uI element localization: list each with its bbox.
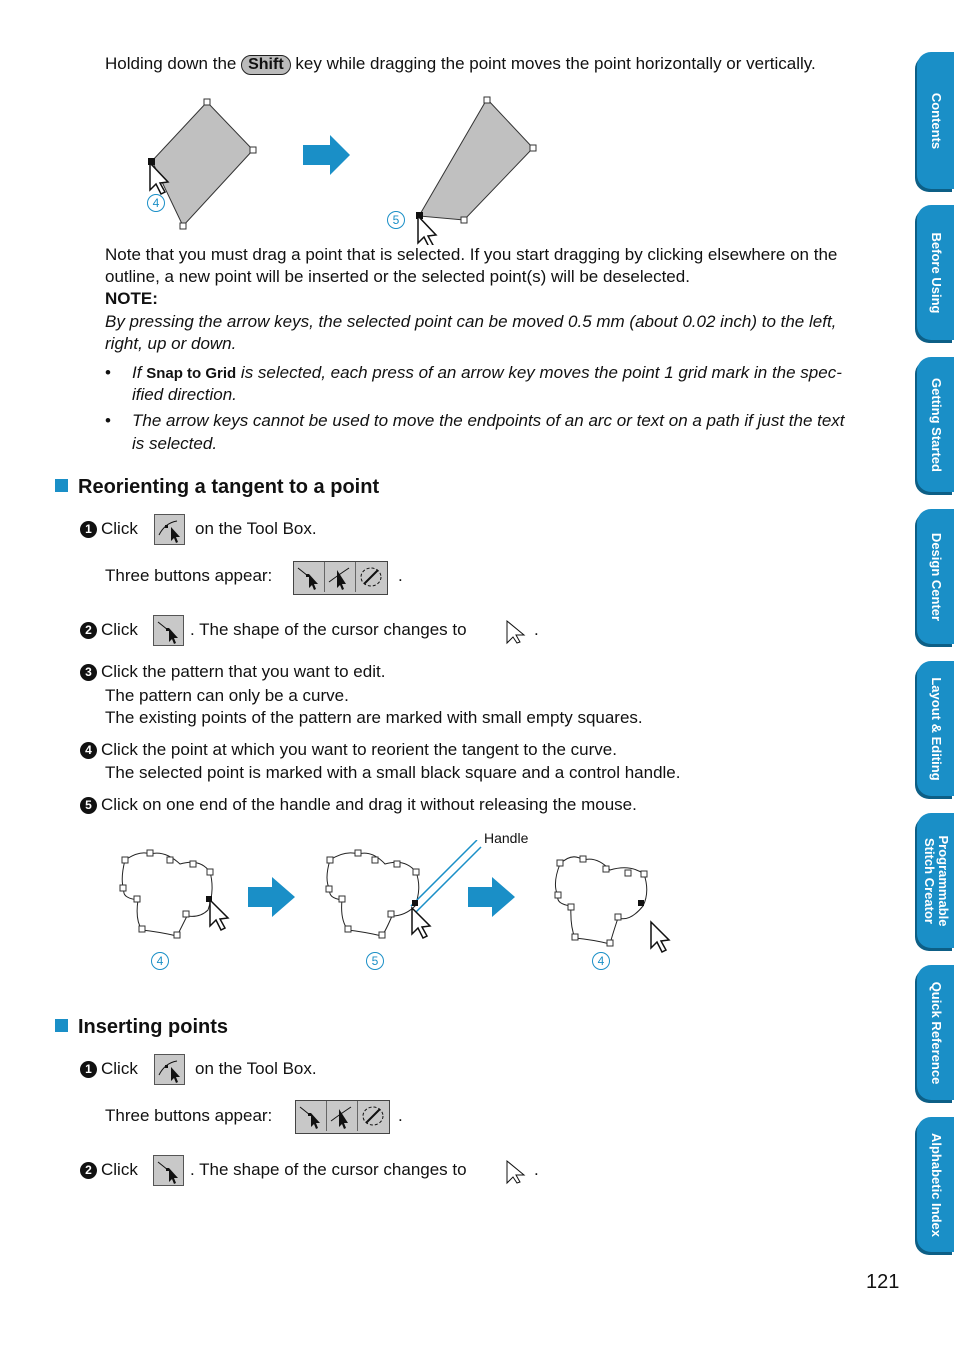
s1-step4-line1 bbox=[80, 739, 617, 761]
delete-point-button-icon[interactable] bbox=[356, 562, 387, 592]
step-text: Click bbox=[101, 620, 138, 639]
cursor-arrow-icon bbox=[418, 216, 436, 245]
cursor-arrow-icon bbox=[651, 922, 669, 952]
section-heading-insert bbox=[55, 1016, 228, 1039]
step-number: 1 bbox=[80, 1061, 97, 1078]
fig2-label-4: 4 bbox=[151, 952, 169, 970]
delete-point-button-icon[interactable] bbox=[358, 1101, 389, 1131]
s1-step2 bbox=[80, 619, 138, 641]
step-number: 4 bbox=[80, 742, 97, 759]
s2-step2 bbox=[80, 1159, 138, 1181]
fig2-label-4b: 4 bbox=[592, 952, 610, 970]
tab-label: Before Using bbox=[928, 232, 944, 313]
fig2-label-5: 5 bbox=[366, 952, 384, 970]
s1-step4-line2: The selected point is marked with a small black square and a control handle. bbox=[105, 763, 681, 782]
s2-three-buttons: Three buttons appear: bbox=[105, 1106, 273, 1125]
note-title: NOTE: bbox=[105, 289, 158, 308]
s2-step1-post: on the Tool Box. bbox=[195, 1059, 317, 1078]
step-number: 3 bbox=[80, 664, 97, 681]
move-point-tool-icon[interactable] bbox=[153, 615, 184, 646]
bullet-1-line1 bbox=[132, 362, 842, 385]
page-number: 121 bbox=[866, 1271, 900, 1293]
step-text: Click bbox=[101, 519, 138, 538]
tab-quick-reference[interactable] bbox=[917, 965, 954, 1100]
insert-point-button-icon[interactable] bbox=[327, 1101, 358, 1131]
three-buttons-group bbox=[295, 1100, 390, 1134]
step-text: Click the point at which you want to reorient the tangent to the curve. bbox=[101, 740, 617, 759]
section-square-icon bbox=[55, 479, 68, 492]
bullet-2-line2: is selected. bbox=[132, 434, 218, 453]
section-title: Reorienting a tangent to a point bbox=[78, 476, 380, 498]
three-buttons-group bbox=[293, 561, 388, 595]
step-text: Click bbox=[101, 1059, 138, 1078]
fig1-label-4: 4 bbox=[147, 194, 165, 212]
handle-label: Handle bbox=[484, 830, 529, 846]
cursor-arrow-icon bbox=[412, 908, 430, 938]
edit-point-tool-icon[interactable] bbox=[154, 1054, 185, 1085]
fig1-label-5: 5 bbox=[387, 211, 405, 229]
move-point-tool-icon[interactable] bbox=[153, 1155, 184, 1186]
period: . bbox=[398, 566, 403, 585]
bullet-1-line2: ified direction. bbox=[132, 385, 237, 404]
tab-before-using[interactable] bbox=[917, 205, 954, 340]
intro-pre: Holding down the bbox=[105, 54, 237, 73]
tab-label: Quick Reference bbox=[928, 981, 944, 1084]
intro-post: key while dragging the point moves the point horizontally or vertically. bbox=[295, 54, 816, 73]
bullet-1-post: is selected, each press of an arrow key moves the point 1 grid mark in the spec- bbox=[240, 363, 842, 382]
s1-step5-line1 bbox=[80, 794, 637, 816]
tab-alphabetic-index[interactable] bbox=[917, 1117, 954, 1252]
arrow-right-icon bbox=[468, 877, 515, 917]
tab-label: Contents bbox=[928, 92, 944, 149]
tab-contents[interactable] bbox=[917, 52, 954, 189]
drag-note-line2: outline, a new point will be inserted or the selected point(s) will be deselected. bbox=[105, 267, 690, 286]
step-number: 2 bbox=[80, 1162, 97, 1179]
figure-drag-point bbox=[140, 95, 560, 245]
move-point-button-icon[interactable] bbox=[294, 562, 325, 592]
s2-step1 bbox=[80, 1058, 138, 1080]
s1-step3-line1 bbox=[80, 661, 385, 683]
tab-label: Getting Started bbox=[928, 377, 944, 472]
cursor-arrow-icon bbox=[505, 619, 527, 645]
tab-label: Programmable Stitch Creator bbox=[921, 834, 951, 927]
step-number: 2 bbox=[80, 622, 97, 639]
cursor-arrow-icon bbox=[505, 1159, 527, 1185]
period: . bbox=[398, 1106, 403, 1125]
s1-step3-line2: The pattern can only be a curve. bbox=[105, 686, 349, 705]
s2-step2-post: . The shape of the cursor changes to bbox=[190, 1160, 467, 1179]
note-line1: By pressing the arrow keys, the selected point can be moved 0.5 mm (about 0.02 inch) to the left, bbox=[105, 312, 837, 331]
arrow-right-icon bbox=[248, 877, 295, 917]
period: . bbox=[534, 1160, 539, 1179]
section-heading-reorient bbox=[55, 476, 379, 499]
step-text: Click bbox=[101, 1160, 138, 1179]
section-title: Inserting points bbox=[78, 1016, 228, 1038]
s1-step2-post: . The shape of the cursor changes to bbox=[190, 620, 467, 639]
snap-to-grid-label: Snap to Grid bbox=[146, 365, 237, 382]
cursor-arrow-icon bbox=[210, 900, 228, 930]
tab-label: Alphabetic Index bbox=[928, 1132, 944, 1237]
bullet-2-line1: The arrow keys cannot be used to move the endpoints of an arc or text on a path if just the text bbox=[132, 411, 845, 430]
tab-layout-editing[interactable] bbox=[917, 661, 954, 796]
step-number: 1 bbox=[80, 521, 97, 538]
s1-step1 bbox=[80, 518, 138, 540]
s1-step1-post: on the Tool Box. bbox=[195, 519, 317, 538]
shift-key: Shift bbox=[241, 55, 291, 75]
note-line2: right, up or down. bbox=[105, 334, 237, 353]
period: . bbox=[534, 620, 539, 639]
insert-point-button-icon[interactable] bbox=[325, 562, 356, 592]
intro-line bbox=[105, 53, 816, 75]
tab-programmable-stitch-creator[interactable] bbox=[917, 813, 954, 948]
bullet-glyph: • bbox=[105, 411, 111, 430]
step-number: 5 bbox=[80, 797, 97, 814]
edit-point-tool-icon[interactable] bbox=[154, 514, 185, 545]
section-square-icon bbox=[55, 1019, 68, 1032]
s1-three-buttons: Three buttons appear: bbox=[105, 566, 273, 585]
arrow-right-icon bbox=[303, 135, 350, 175]
step-text: Click on one end of the handle and drag it without releasing the mouse. bbox=[101, 795, 637, 814]
drag-note-line1: Note that you must drag a point that is selected. If you start dragging by clicking elsewhere on the bbox=[105, 245, 838, 264]
bullet-glyph: • bbox=[105, 363, 111, 382]
move-point-button-icon[interactable] bbox=[296, 1101, 327, 1131]
step-text: Click the pattern that you want to edit. bbox=[101, 662, 386, 681]
tab-getting-started[interactable] bbox=[917, 357, 954, 492]
tab-label: Layout & Editing bbox=[928, 676, 944, 781]
tab-design-center[interactable] bbox=[917, 509, 954, 644]
s1-step3-line3: The existing points of the pattern are marked with small empty squares. bbox=[105, 708, 643, 727]
bullet-1-pre: If bbox=[132, 363, 142, 382]
tab-label: Design Center bbox=[928, 532, 944, 621]
